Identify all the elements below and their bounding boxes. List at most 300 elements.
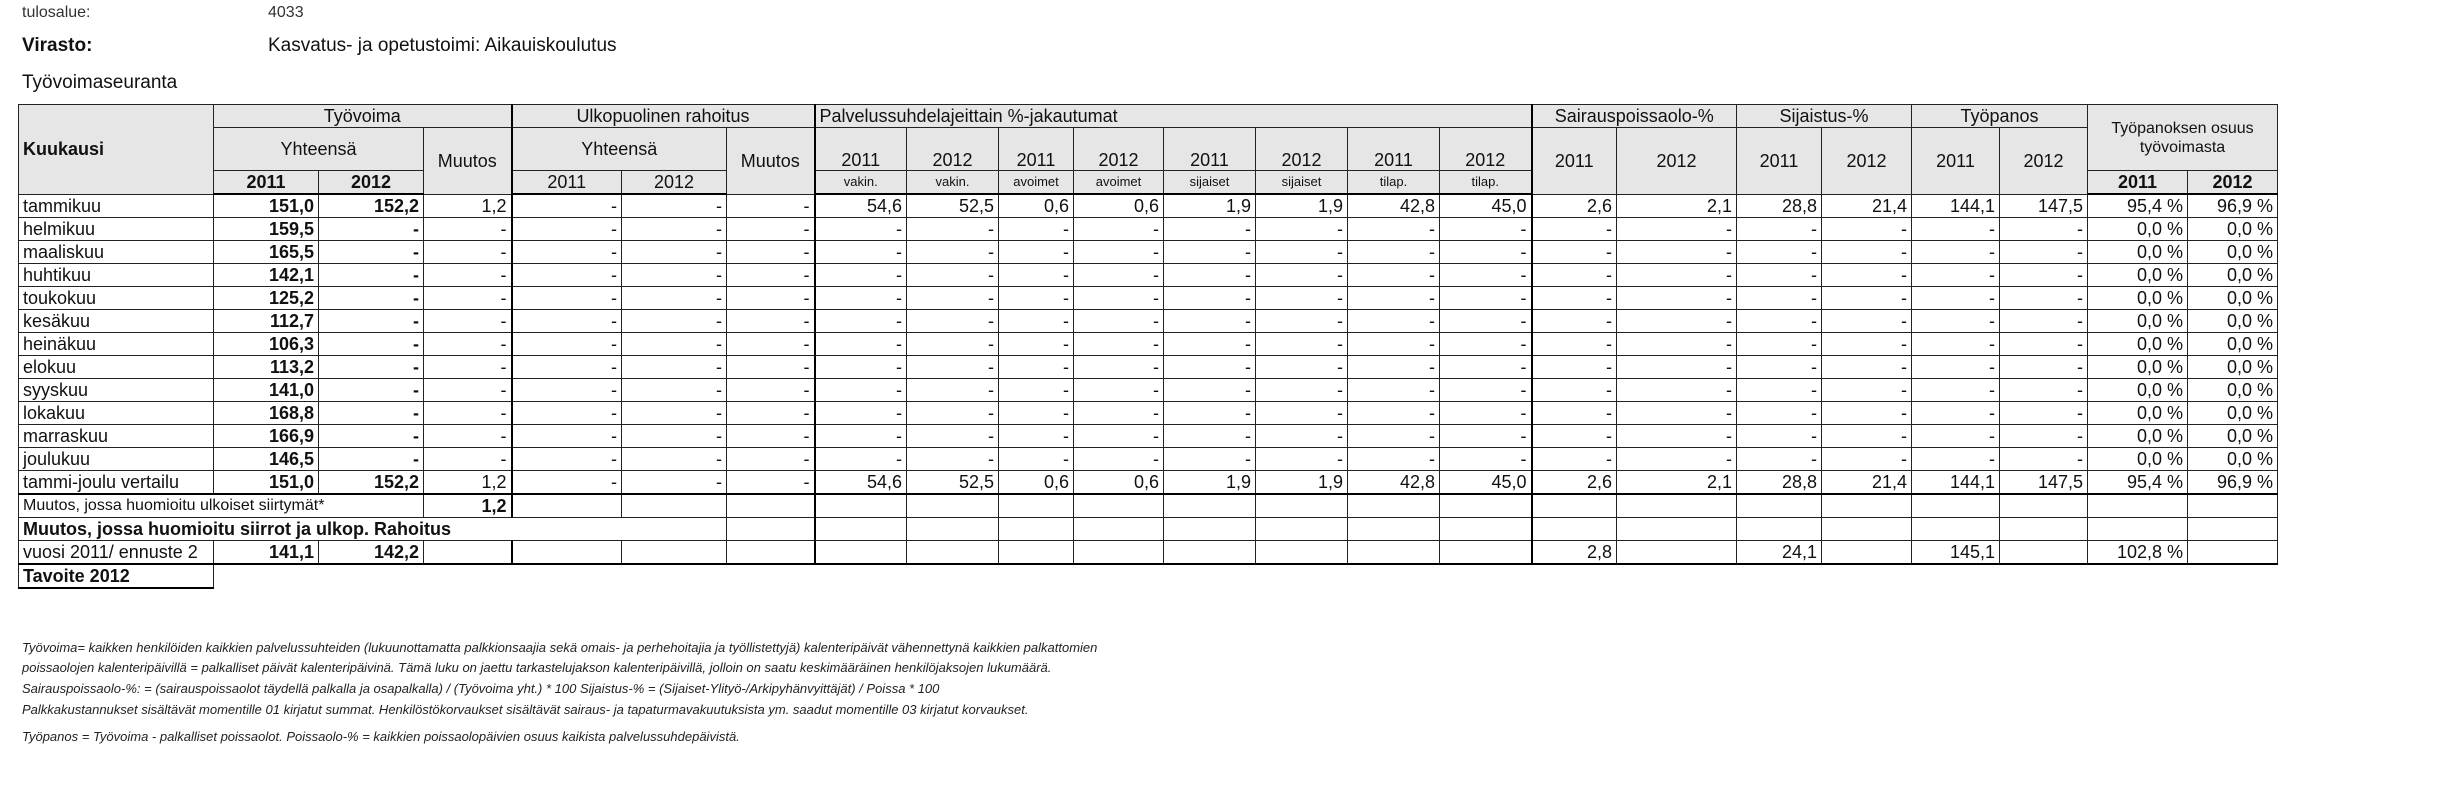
- value-cell: -: [907, 448, 999, 471]
- muutos2-label: Muutos, jossa huomioitu siirrot ja ulkop. Rahoitus: [19, 518, 727, 541]
- empty-cell: [1440, 518, 1532, 541]
- value-cell: -: [1256, 310, 1348, 333]
- value-cell: -: [1912, 379, 2000, 402]
- value-cell: -: [907, 287, 999, 310]
- value-cell: -: [622, 356, 727, 379]
- value-cell: -: [1256, 287, 1348, 310]
- value-cell: -: [1737, 402, 1822, 425]
- value-cell: -: [999, 448, 1074, 471]
- muutos-label: Muutos, jossa huomioitu ulkoiset siirtymät*: [19, 494, 424, 518]
- empty-cell: [815, 518, 907, 541]
- ennuste-2011: 141,1: [214, 541, 319, 565]
- value-cell: -: [1074, 402, 1164, 425]
- value-cell: 0,0 %: [2088, 356, 2188, 379]
- value-cell: -: [1440, 333, 1532, 356]
- value-cell: -: [1348, 402, 1440, 425]
- footnote: Sairauspoissaolo-%: = (sairauspoissaolot täydellä palkalla ja osapalkalla) / (Työvoima yht.) * 100 Sijaistus-% = (Sijaiset-Ylityö-/Arkipyhänvyittäjät) / Poissa * 100: [22, 681, 940, 696]
- value-cell: 168,8: [214, 402, 319, 425]
- tyopanos-2012-header: 2012: [2000, 128, 2088, 195]
- empty-cell: [1912, 494, 2000, 518]
- value-cell: -: [1912, 264, 2000, 287]
- empty-cell: [1256, 518, 1348, 541]
- value-cell: 112,7: [214, 310, 319, 333]
- value-cell: -: [622, 241, 727, 264]
- value-cell: -: [2000, 218, 2088, 241]
- virasto-label: Virasto:: [22, 35, 93, 56]
- value-cell: -: [727, 241, 815, 264]
- value-cell: 21,4: [1822, 471, 1912, 495]
- value-cell: -: [727, 379, 815, 402]
- ulkop-2011-header: 2011: [512, 171, 622, 195]
- value-cell: -: [1256, 264, 1348, 287]
- empty-cell: [1737, 494, 1822, 518]
- value-cell: -: [512, 310, 622, 333]
- value-cell: -: [622, 471, 727, 495]
- value-cell: -: [907, 241, 999, 264]
- pal-vakin-2012-header: 2012: [907, 128, 999, 171]
- value-cell: -: [1617, 310, 1737, 333]
- value-cell: -: [1737, 425, 1822, 448]
- value-cell: -: [999, 264, 1074, 287]
- value-cell: -: [622, 402, 727, 425]
- value-cell: -: [2000, 333, 2088, 356]
- value-cell: -: [1822, 425, 1912, 448]
- table-row: [19, 379, 2278, 402]
- value-cell: -: [1440, 310, 1532, 333]
- value-cell: -: [1440, 356, 1532, 379]
- table-row: [19, 333, 2278, 356]
- value-cell: 0,0 %: [2088, 448, 2188, 471]
- value-cell: 0,0 %: [2088, 402, 2188, 425]
- ennuste-value: 2,8: [1532, 541, 1617, 565]
- value-cell: -: [1256, 448, 1348, 471]
- value-cell: -: [907, 333, 999, 356]
- value-cell: -: [1822, 356, 1912, 379]
- value-cell: -: [424, 287, 512, 310]
- table-row: [19, 287, 2278, 310]
- value-cell: 0,0 %: [2088, 241, 2188, 264]
- value-cell: -: [1822, 402, 1912, 425]
- virasto-value: Kasvatus- ja opetustoimi: Aikauiskoulutus: [268, 35, 617, 56]
- ennuste-label: vuosi 2011/ ennuste 2: [19, 541, 214, 565]
- month-cell: joulukuu: [19, 448, 214, 471]
- value-cell: -: [815, 310, 907, 333]
- value-cell: -: [727, 471, 815, 495]
- value-cell: -: [1532, 264, 1617, 287]
- value-cell: -: [1912, 310, 2000, 333]
- value-cell: -: [1164, 287, 1256, 310]
- value-cell: -: [424, 402, 512, 425]
- value-cell: 141,0: [214, 379, 319, 402]
- value-cell: 95,4 %: [2088, 471, 2188, 495]
- value-cell: -: [1912, 241, 2000, 264]
- value-cell: -: [512, 333, 622, 356]
- value-cell: -: [727, 448, 815, 471]
- value-cell: -: [1822, 448, 1912, 471]
- value-cell: -: [1074, 310, 1164, 333]
- sijaistus-2012-header: 2012: [1822, 128, 1912, 195]
- empty-cell: [1822, 494, 1912, 518]
- value-cell: -: [622, 287, 727, 310]
- value-cell: -: [512, 425, 622, 448]
- value-cell: -: [1737, 379, 1822, 402]
- empty-cell: [907, 518, 999, 541]
- value-cell: 42,8: [1348, 194, 1440, 218]
- value-cell: -: [622, 310, 727, 333]
- value-cell: 2,1: [1617, 471, 1737, 495]
- value-cell: 1,9: [1256, 471, 1348, 495]
- page-title: Työvoimaseuranta: [22, 72, 178, 93]
- pal-tilap-label-2011: tilap.: [1348, 171, 1440, 195]
- empty-cell: [907, 494, 999, 518]
- tyopanos-header: Työpanos: [1912, 105, 2088, 128]
- sijaistus-2011-header: 2011: [1737, 128, 1822, 195]
- value-cell: 0,0 %: [2088, 379, 2188, 402]
- value-cell: -: [424, 356, 512, 379]
- value-cell: -: [999, 356, 1074, 379]
- month-cell: kesäkuu: [19, 310, 214, 333]
- value-cell: 2,6: [1532, 194, 1617, 218]
- empty-cell: [622, 541, 727, 565]
- value-cell: -: [815, 241, 907, 264]
- value-cell: -: [727, 333, 815, 356]
- value-cell: -: [1348, 310, 1440, 333]
- empty-cell: [1256, 494, 1348, 518]
- value-cell: -: [1822, 218, 1912, 241]
- value-cell: 96,9 %: [2188, 471, 2278, 495]
- footnote: Palkkakustannukset sisältävät momentille 01 kirjatut summat. Henkilöstökorvaukset sisältävät sairaus- ja tapaturmavakuutuksista ym. saadut momentille 03 kirjatut korvaukset.: [22, 702, 1029, 717]
- empty-cell: [1617, 541, 1737, 565]
- value-cell: -: [815, 379, 907, 402]
- empty-cell: [2188, 494, 2278, 518]
- value-cell: 125,2: [214, 287, 319, 310]
- value-cell: -: [1348, 287, 1440, 310]
- value-cell: 52,5: [907, 194, 999, 218]
- value-cell: -: [424, 379, 512, 402]
- value-cell: -: [907, 310, 999, 333]
- empty-cell: [1074, 541, 1164, 565]
- value-cell: -: [1256, 379, 1348, 402]
- value-cell: -: [1822, 310, 1912, 333]
- empty-cell: [1822, 541, 1912, 565]
- value-cell: 96,9 %: [2188, 194, 2278, 218]
- table-row: [19, 264, 2278, 287]
- month-cell: helmikuu: [19, 218, 214, 241]
- empty-cell: [1912, 518, 2000, 541]
- value-cell: -: [512, 287, 622, 310]
- value-cell: -: [1532, 425, 1617, 448]
- kuukausi-header: Kuukausi: [19, 105, 214, 195]
- value-cell: 0,0 %: [2188, 425, 2278, 448]
- muutos2-row: [19, 518, 2278, 541]
- value-cell: -: [1164, 425, 1256, 448]
- empty-cell: [727, 494, 815, 518]
- empty-cell: [424, 541, 512, 565]
- value-cell: 113,2: [214, 356, 319, 379]
- value-cell: 166,9: [214, 425, 319, 448]
- empty-cell: [1164, 494, 1256, 518]
- value-cell: -: [999, 379, 1074, 402]
- value-cell: -: [319, 218, 424, 241]
- value-cell: -: [1532, 448, 1617, 471]
- value-cell: 147,5: [2000, 194, 2088, 218]
- table-row: [19, 402, 2278, 425]
- osuus-2011-header: 2011: [2088, 171, 2188, 195]
- value-cell: -: [727, 356, 815, 379]
- value-cell: -: [1440, 448, 1532, 471]
- value-cell: -: [1164, 379, 1256, 402]
- empty-cell: [1822, 518, 1912, 541]
- value-cell: -: [1348, 448, 1440, 471]
- total-row: [19, 471, 2278, 495]
- value-cell: -: [1912, 425, 2000, 448]
- value-cell: -: [1074, 333, 1164, 356]
- value-cell: 165,5: [214, 241, 319, 264]
- value-cell: 0,0 %: [2188, 448, 2278, 471]
- value-cell: -: [999, 218, 1074, 241]
- value-cell: -: [622, 425, 727, 448]
- value-cell: -: [622, 448, 727, 471]
- value-cell: -: [907, 425, 999, 448]
- value-cell: -: [815, 333, 907, 356]
- empty-cell: [999, 494, 1074, 518]
- value-cell: 147,5: [2000, 471, 2088, 495]
- muutos-value: 1,2: [424, 494, 512, 518]
- ulkopuolinen-header: Ulkopuolinen rahoitus: [512, 105, 815, 128]
- pal-vakin-2011-header: 2011: [815, 128, 907, 171]
- value-cell: -: [1737, 287, 1822, 310]
- value-cell: -: [999, 241, 1074, 264]
- value-cell: 0,0 %: [2188, 379, 2278, 402]
- value-cell: -: [1912, 333, 2000, 356]
- value-cell: -: [1348, 241, 1440, 264]
- value-cell: -: [1737, 448, 1822, 471]
- sairaus-2011-header: 2011: [1532, 128, 1617, 195]
- value-cell: -: [1164, 310, 1256, 333]
- month-cell: maaliskuu: [19, 241, 214, 264]
- empty-cell: [999, 518, 1074, 541]
- value-cell: -: [727, 218, 815, 241]
- tyovoima-muutos-header: Muutos: [424, 128, 512, 195]
- value-cell: -: [622, 264, 727, 287]
- month-cell: huhtikuu: [19, 264, 214, 287]
- osuus-2012-header: 2012: [2188, 171, 2278, 195]
- value-cell: -: [1532, 333, 1617, 356]
- value-cell: -: [1074, 264, 1164, 287]
- month-cell: marraskuu: [19, 425, 214, 448]
- value-cell: 151,0: [214, 471, 319, 495]
- value-cell: 0,0 %: [2188, 264, 2278, 287]
- value-cell: 0,0 %: [2088, 310, 2188, 333]
- empty-cell: [1440, 541, 1532, 565]
- value-cell: -: [1348, 379, 1440, 402]
- tyovoima-2012-header: 2012: [319, 171, 424, 195]
- value-cell: 54,6: [815, 471, 907, 495]
- month-cell: toukokuu: [19, 287, 214, 310]
- value-cell: -: [512, 264, 622, 287]
- empty-cell: [1164, 518, 1256, 541]
- value-cell: -: [999, 287, 1074, 310]
- value-cell: 28,8: [1737, 194, 1822, 218]
- month-cell: lokakuu: [19, 402, 214, 425]
- palvelussuhde-header: Palvelussuhdelajeittain %-jakautumat: [815, 105, 1532, 128]
- value-cell: -: [2000, 425, 2088, 448]
- value-cell: -: [1532, 402, 1617, 425]
- empty-cell: [2000, 518, 2088, 541]
- value-cell: -: [2000, 379, 2088, 402]
- value-cell: 144,1: [1912, 471, 2000, 495]
- empty-cell: [2188, 541, 2278, 565]
- value-cell: -: [1440, 218, 1532, 241]
- value-cell: -: [512, 241, 622, 264]
- value-cell: 0,0 %: [2188, 310, 2278, 333]
- table-row: [19, 448, 2278, 471]
- value-cell: -: [1617, 218, 1737, 241]
- value-cell: 0,0 %: [2088, 425, 2188, 448]
- value-cell: -: [319, 356, 424, 379]
- value-cell: -: [1164, 356, 1256, 379]
- pal-avoimet-2011-header: 2011: [999, 128, 1074, 171]
- value-cell: -: [1912, 287, 2000, 310]
- value-cell: -: [999, 402, 1074, 425]
- value-cell: -: [727, 425, 815, 448]
- value-cell: 142,1: [214, 264, 319, 287]
- empty-cell: [2188, 518, 2278, 541]
- value-cell: -: [424, 333, 512, 356]
- value-cell: -: [319, 287, 424, 310]
- month-cell: elokuu: [19, 356, 214, 379]
- sairaus-2012-header: 2012: [1617, 128, 1737, 195]
- value-cell: -: [1440, 379, 1532, 402]
- value-cell: 1,9: [1256, 194, 1348, 218]
- value-cell: -: [1822, 333, 1912, 356]
- value-cell: -: [2000, 310, 2088, 333]
- value-cell: -: [512, 356, 622, 379]
- value-cell: -: [907, 218, 999, 241]
- value-cell: -: [512, 448, 622, 471]
- empty-cell: [1348, 518, 1440, 541]
- value-cell: 2,1: [1617, 194, 1737, 218]
- pal-sijaiset-label-2011: sijaiset: [1164, 171, 1256, 195]
- value-cell: 0,0 %: [2188, 402, 2278, 425]
- value-cell: -: [2000, 241, 2088, 264]
- value-cell: -: [999, 333, 1074, 356]
- value-cell: 95,4 %: [2088, 194, 2188, 218]
- value-cell: -: [1737, 241, 1822, 264]
- value-cell: -: [424, 264, 512, 287]
- value-cell: -: [727, 310, 815, 333]
- ennuste-value: 102,8 %: [2088, 541, 2188, 565]
- value-cell: 42,8: [1348, 471, 1440, 495]
- value-cell: -: [319, 264, 424, 287]
- sijaistus-header: Sijaistus-%: [1737, 105, 1912, 128]
- empty-cell: [512, 494, 622, 518]
- value-cell: -: [1617, 241, 1737, 264]
- value-cell: -: [727, 194, 815, 218]
- value-cell: -: [1912, 448, 2000, 471]
- value-cell: -: [1617, 264, 1737, 287]
- value-cell: -: [1912, 218, 2000, 241]
- value-cell: -: [1617, 356, 1737, 379]
- value-cell: 0,0 %: [2088, 264, 2188, 287]
- value-cell: -: [1440, 402, 1532, 425]
- value-cell: -: [907, 264, 999, 287]
- value-cell: 0,0 %: [2088, 218, 2188, 241]
- value-cell: -: [727, 264, 815, 287]
- table-row: [19, 194, 2278, 218]
- value-cell: -: [1256, 333, 1348, 356]
- value-cell: -: [815, 218, 907, 241]
- value-cell: -: [1348, 264, 1440, 287]
- value-cell: 45,0: [1440, 194, 1532, 218]
- value-cell: -: [319, 448, 424, 471]
- value-cell: -: [1617, 379, 1737, 402]
- empty-cell: [1532, 518, 1617, 541]
- empty-cell: [2088, 518, 2188, 541]
- value-cell: -: [1737, 218, 1822, 241]
- tavoite-label: Tavoite 2012: [19, 564, 214, 588]
- pal-avoimet-label-2011: avoimet: [999, 171, 1074, 195]
- value-cell: -: [907, 402, 999, 425]
- value-cell: 0,0 %: [2188, 356, 2278, 379]
- value-cell: -: [622, 379, 727, 402]
- value-cell: -: [1074, 218, 1164, 241]
- value-cell: -: [1822, 379, 1912, 402]
- value-cell: -: [319, 241, 424, 264]
- value-cell: 21,4: [1822, 194, 1912, 218]
- value-cell: 0,6: [1074, 471, 1164, 495]
- value-cell: -: [1617, 402, 1737, 425]
- value-cell: -: [1440, 264, 1532, 287]
- value-cell: 28,8: [1737, 471, 1822, 495]
- value-cell: -: [815, 402, 907, 425]
- value-cell: -: [1532, 241, 1617, 264]
- value-cell: -: [1617, 425, 1737, 448]
- value-cell: -: [424, 241, 512, 264]
- value-cell: -: [622, 218, 727, 241]
- empty-cell: [907, 541, 999, 565]
- value-cell: -: [1822, 287, 1912, 310]
- table-row: [19, 218, 2278, 241]
- value-cell: -: [1074, 425, 1164, 448]
- value-cell: -: [319, 333, 424, 356]
- value-cell: 1,2: [424, 471, 512, 495]
- value-cell: -: [1532, 356, 1617, 379]
- value-cell: 159,5: [214, 218, 319, 241]
- tyovoima-yhteensa-header: Yhteensä: [214, 128, 424, 171]
- month-cell: tammikuu: [19, 194, 214, 218]
- value-cell: 54,6: [815, 194, 907, 218]
- value-cell: 144,1: [1912, 194, 2000, 218]
- value-cell: -: [512, 194, 622, 218]
- value-cell: 0,6: [999, 194, 1074, 218]
- value-cell: -: [1164, 448, 1256, 471]
- value-cell: -: [815, 287, 907, 310]
- empty-cell: [815, 541, 907, 565]
- footnote: Työvoima= kaikken henkilöiden kaikkien palvelussuhteiden (lukuunottamatta palkkionsaajia sekä omais- ja perhehoitajia ja työllistettyjä) kalenteripäivät vähennettynä kaikkien palkattomien: [22, 640, 1098, 655]
- table-row: [19, 425, 2278, 448]
- value-cell: 1,9: [1164, 194, 1256, 218]
- value-cell: -: [1074, 356, 1164, 379]
- empty-cell: [622, 494, 727, 518]
- empty-cell: [1348, 494, 1440, 518]
- empty-cell: [1617, 494, 1737, 518]
- empty-cell: [2088, 494, 2188, 518]
- value-cell: 0,0 %: [2088, 287, 2188, 310]
- ulkop-2012-header: 2012: [622, 171, 727, 195]
- tyovoima-header: Työvoima: [214, 105, 512, 128]
- value-cell: 151,0: [214, 194, 319, 218]
